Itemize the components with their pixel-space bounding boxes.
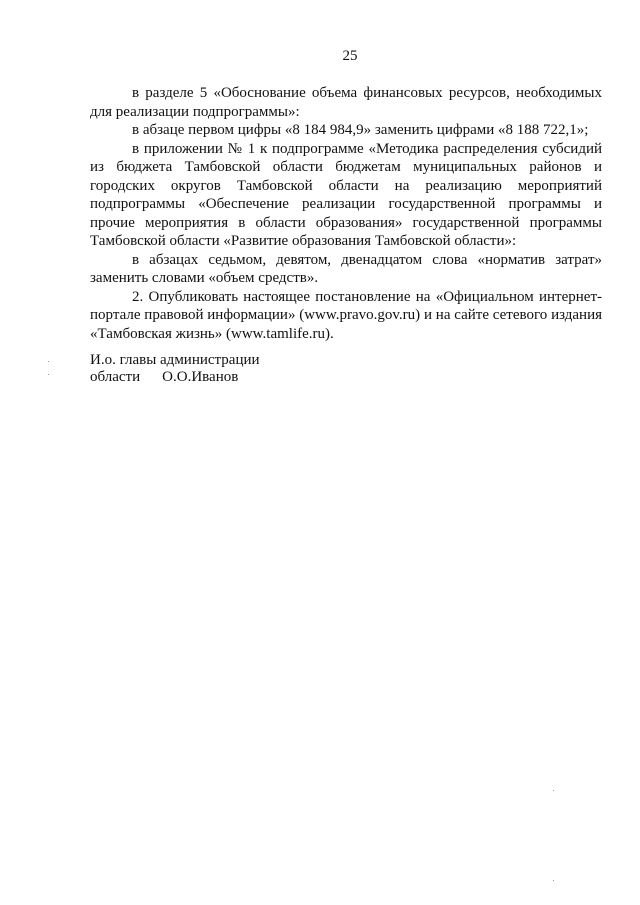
scan-speck — [553, 790, 554, 791]
paragraph-publish: 2. Опубликовать настоящее постановление на «Официальном интернет-портале правовой информации» (www.pravo.gov.ru) и на сайте сетевого издания «Тамбовская жизнь» (www.tamlife.ru). — [90, 288, 602, 342]
scan-speck — [553, 880, 554, 881]
scan-speck — [48, 374, 49, 375]
paragraph-first-abzac: в абзаце первом цифры «8 184 984,9» заменить цифрами «8 188 722,1»; — [132, 122, 589, 138]
paragraph-replace-words: в абзацах седьмом, девятом, двенадцатом слова «норматив затрат» заменить словами «объем средств». — [90, 251, 602, 286]
signature-line-2 — [90, 369, 390, 386]
document-body — [90, 84, 602, 343]
signatory-name: О.О.Иванов — [162, 369, 239, 385]
page-number: 25 — [342, 48, 358, 64]
paragraph-appendix-1: в приложении № 1 к подпрограмме «Методика распределения субсидий из бюджета Тамбовской области бюджетам муниципальных районов и городских округов Тамбовской области на реализацию мероприятий подпрограммы «Обеспечение реализации государственной программы и прочие мероприятия в области образования» государственной программы Тамбовской области «Развитие образования Тамбовской области»: — [90, 140, 602, 249]
signature-block — [90, 352, 390, 386]
signature-position: И.о. главы администрации — [90, 352, 260, 368]
signature-region: области — [90, 369, 141, 385]
paragraph-section-5: в разделе 5 «Обоснование объема финансовых ресурсов, необходимых для реализации подпрограммы»: — [90, 85, 602, 120]
scan-speck — [48, 361, 49, 362]
